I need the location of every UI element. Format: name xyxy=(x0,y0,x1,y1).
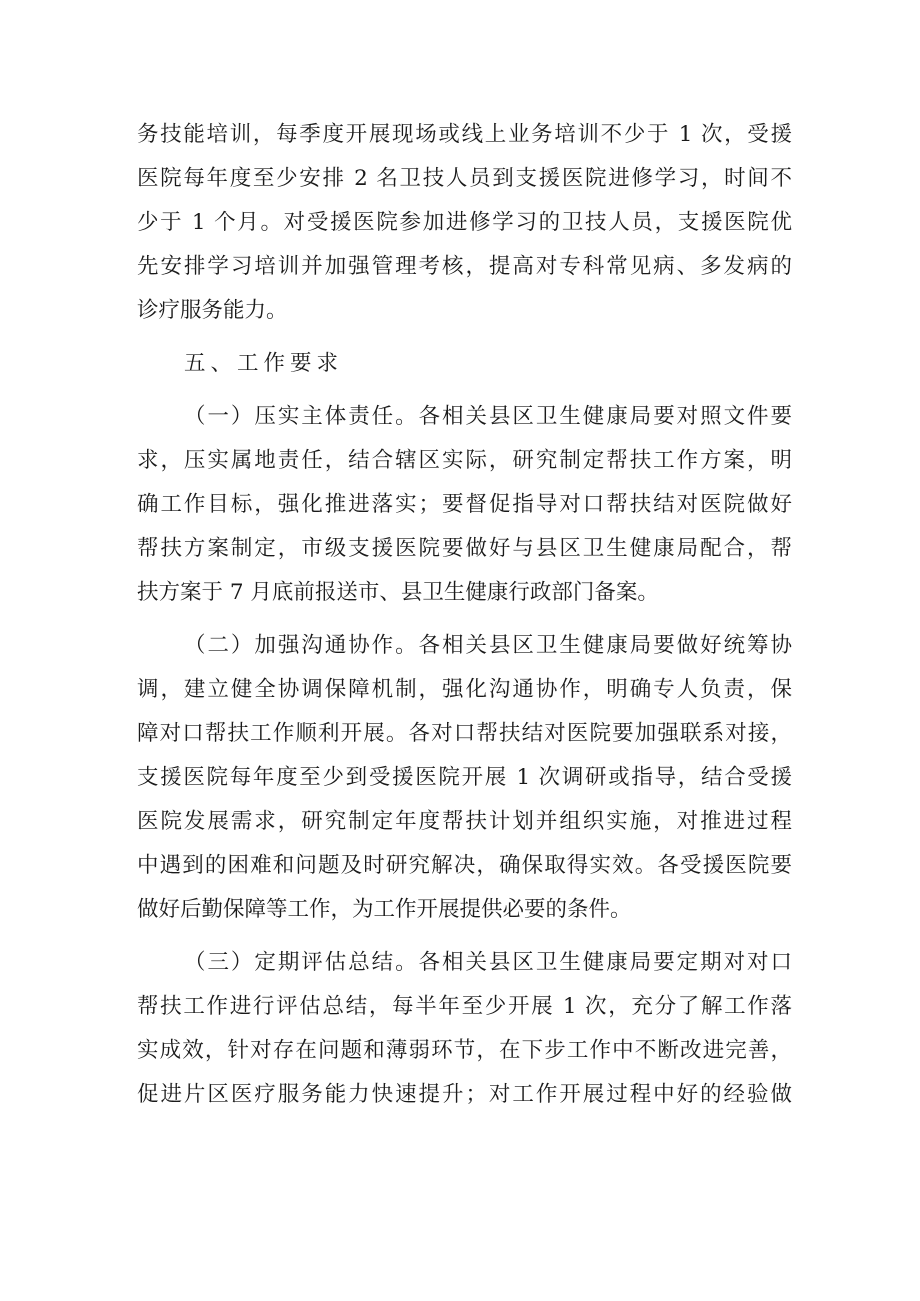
text-line: 少于 1 个月。对受援医院参加进修学习的卫技人员，支援医院优 xyxy=(137,210,792,235)
document-body xyxy=(137,113,792,1117)
text-line: （三）定期评估总结。各相关县区卫生健康局要定期对对口 xyxy=(184,950,792,975)
text-line: 诊疗服务能力。 xyxy=(137,298,288,323)
text-line: 中遇到的困难和问题及时研究解决，确保取得实效。各受援医院要 xyxy=(137,853,792,878)
paragraph-training xyxy=(137,113,792,333)
text-line: 医院发展需求，研究制定年度帮扶计划并组织实施，对推进过程 xyxy=(137,809,792,834)
text-line: 务技能培训，每季度开展现场或线上业务培训不少于 1 次，受援 xyxy=(137,122,792,147)
text-line: 帮扶工作进行评估总结，每半年至少开展 1 次，充分了解工作落 xyxy=(137,994,792,1019)
text-line: （一）压实主体责任。各相关县区卫生健康局要对照文件要 xyxy=(184,404,792,429)
section-heading: 五、工作要求 xyxy=(184,351,344,376)
text-line: 实成效，针对存在问题和薄弱环节，在下步工作中不断改进完善， xyxy=(137,1038,792,1063)
text-line: 扶方案于 7 月底前报送市、县卫生健康行政部门备案。 xyxy=(137,580,659,605)
text-line: 求，压实属地责任，结合辖区实际，研究制定帮扶工作方案，明 xyxy=(137,448,792,473)
text-line: 医院每年度至少安排 2 名卫技人员到支援医院进修学习，时间不 xyxy=(137,166,792,191)
text-line: 做好后勤保障等工作，为工作开展提供必要的条件。 xyxy=(137,897,632,922)
text-line: 支援医院每年度至少到受援医院开展 1 次调研或指导，结合受援 xyxy=(137,765,792,790)
text-line: 先安排学习培训并加强管理考核，提高对专科常见病、多发病的 xyxy=(137,254,792,279)
text-line: （二）加强沟通协作。各相关县区卫生健康局要做好统筹协 xyxy=(184,633,792,658)
subsection-responsibility xyxy=(137,395,792,615)
text-line: 促进片区医疗服务能力快速提升；对工作开展过程中好的经验做 xyxy=(137,1082,792,1107)
subsection-evaluation xyxy=(137,941,792,1117)
text-line: 障对口帮扶工作顺利开展。各对口帮扶结对医院要加强联系对接， xyxy=(137,721,792,746)
text-line: 帮扶方案制定，市级支援医院要做好与县区卫生健康局配合，帮 xyxy=(137,536,792,561)
text-line: 调，建立健全协调保障机制，强化沟通协作，明确专人负责，保 xyxy=(137,677,792,702)
subsection-coordination xyxy=(137,624,792,932)
text-line: 确工作目标，强化推进落实；要督促指导对口帮扶结对医院做好 xyxy=(137,492,792,517)
